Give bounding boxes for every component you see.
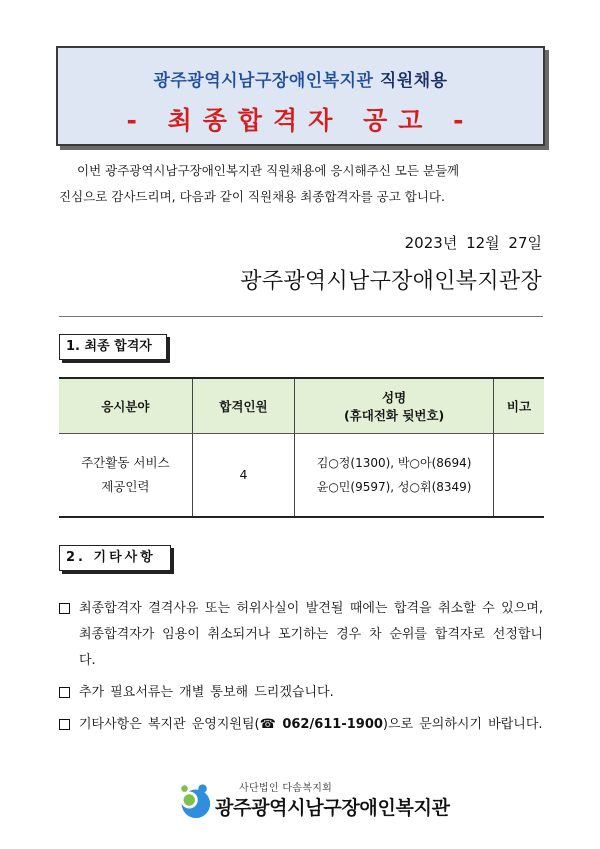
footer-org-name: 광주광역시남구장애인복지관 [215, 797, 450, 819]
contact-phone: ☎ 062/611-1900 [259, 717, 383, 732]
note-item-3 [59, 712, 543, 738]
announcement-date: 2023년 12월 27일 [404, 234, 542, 252]
header-count: 합격인원 [192, 378, 295, 434]
cell-field-line-2: 제공인력 [101, 479, 150, 494]
page-title: - 최종합격자 공고 - [126, 106, 475, 135]
header-name-main: 성명 [382, 390, 407, 405]
cell-count: 4 [192, 434, 295, 518]
note-item-1 [59, 596, 543, 674]
note-text-1: 최종합격자 결격사유 또는 허위사실이 발견될 때에는 합격을 취소할 수 있으며, 최종합격자가 임용이 취소되거나 포기하는 경우 차 순위를 합격자로 선정합니다. [79, 601, 543, 668]
note-text-3-post: )으로 문의하시기 바랍니다. [382, 717, 543, 732]
footer-logo-block [175, 779, 455, 823]
note-item-2 [59, 680, 543, 706]
organization-logo-icon [175, 781, 213, 819]
header-remark: 비고 [493, 378, 544, 434]
checkbox-bullet-icon [59, 719, 70, 730]
title-org-line [58, 66, 543, 91]
table-row [59, 434, 544, 518]
results-table [59, 377, 544, 518]
notes-list [59, 596, 543, 744]
cell-field-line-1: 주간활동 서비스 [81, 455, 170, 470]
cell-field [59, 434, 192, 518]
cell-remark [493, 434, 544, 518]
cell-names [295, 434, 494, 518]
title-org: 광주광역시남구장애인복지관 [153, 71, 374, 91]
section-1-label: 1. 최종 합격자 [59, 334, 167, 360]
header-name [295, 378, 494, 434]
title-box [56, 46, 545, 146]
section-2-label: 2. 기타사항 [59, 545, 171, 571]
note-text-3-pre: 기타사항은 복지관 운영지원팀( [79, 717, 260, 732]
signature: 광주광역시남구장애인복지관장 [240, 269, 542, 294]
header-name-sub: (휴대전화 뒷번호) [343, 408, 445, 423]
title-recruit: 직원채용 [379, 71, 448, 91]
cell-names-line-1: 김○정(1300), 박○아(8694) [316, 456, 472, 470]
divider [59, 316, 543, 317]
table-header-row [59, 378, 544, 434]
intro-paragraph [59, 158, 543, 210]
cell-names-line-2: 윤○민(9597), 성○휘(8349) [316, 480, 472, 494]
checkbox-bullet-icon [59, 603, 70, 614]
intro-line-1: 이번 광주광역시남구장애인복지관 직원채용에 응시해주신 모든 분들께 [77, 163, 460, 178]
intro-line-2: 진심으로 감사드리며, 다음과 같이 직원채용 최종합격자를 공고 합니다. [59, 189, 445, 204]
footer-parent-org: 사단법인 다솜복지회 [239, 783, 333, 794]
header-field: 응시분야 [59, 378, 192, 434]
checkbox-bullet-icon [59, 687, 70, 698]
note-text-2: 추가 필요서류는 개별 통보해 드리겠습니다. [79, 685, 334, 700]
